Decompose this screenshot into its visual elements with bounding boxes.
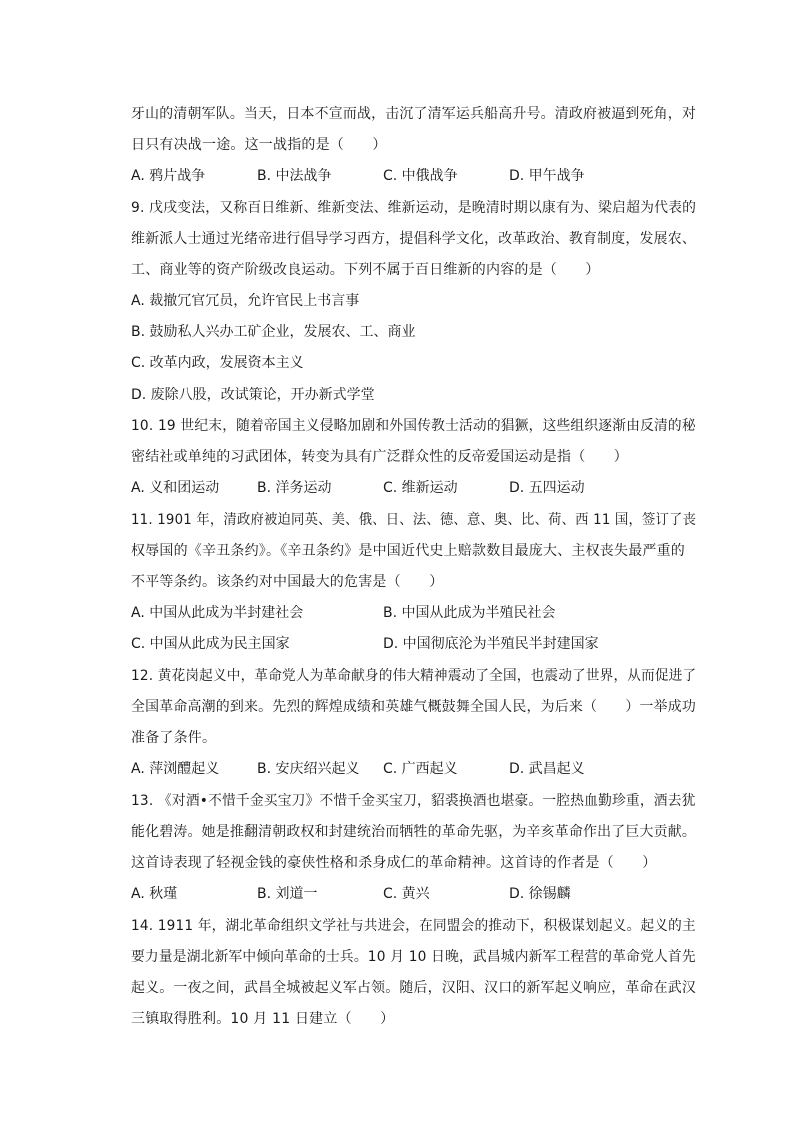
question-9-option-c[interactable]: C. 改革内政，发展资本主义 (131, 355, 304, 371)
question-13-option-d[interactable]: D. 徐锡麟 (509, 886, 571, 902)
question-10-option-c[interactable]: C. 维新运动 (383, 480, 458, 496)
question-12-option-c[interactable]: C. 广西起义 (383, 761, 458, 777)
question-10-option-a[interactable]: A. 义和团运动 (131, 480, 220, 496)
question-10-option-b[interactable]: B. 洋务运动 (257, 480, 332, 496)
question-12-option-a[interactable]: A. 萍浏醴起义 (131, 761, 220, 777)
question-12-text-line-2: 全国革命高潮的到来。先烈的辉煌成绩和英雄气概鼓舞全国人民，为后来（ ）一举成功 (131, 699, 696, 715)
question-14-text-line-4: 三镇取得胜利。10 月 11 日建立（ ） (131, 1011, 395, 1027)
question-11-option-b[interactable]: B. 中国从此成为半殖民社会 (383, 605, 556, 621)
question-8-option-b[interactable]: B. 中法战争 (257, 168, 332, 184)
question-10-text-line-1: 10. 19 世纪末，随着帝国主义侵略加剧和外国传教士活动的猖獗，这些组织逐渐由反清的秘 (131, 418, 696, 434)
question-9-option-a[interactable]: A. 裁撤冗官冗员，允许官民上书言事 (131, 293, 360, 309)
question-11-text-line-3: 不平等条约。该条约对中国最大的危害是（ ） (131, 574, 444, 590)
question-8-text-line-2: 日只有决战一途。这一战指的是（ ） (131, 137, 387, 153)
question-9-option-d[interactable]: D. 废除八股，改试策论，开办新式学堂 (131, 387, 375, 403)
question-8-option-d[interactable]: D. 甲午战争 (509, 168, 585, 184)
question-13-text-line-2: 能化碧涛。她是推翻清朝政权和封建统治而牺牲的革命先驱，为辛亥革命作出了巨大贡献。 (131, 824, 696, 840)
question-10-text-line-2: 密结社或单纯的习武团体，转变为具有广泛群众性的反帝爱国运动是指（ ） (131, 449, 628, 465)
question-8-text-line-1: 牙山的清朝军队。当天，日本不宣而战，击沉了清军运兵船高升号。清政府被逼到死角，对 (131, 106, 696, 122)
question-11-text-line-2: 权辱国的《辛丑条约》。《辛丑条约》是中国近代史上赔款数目最庞大、主权丧失最严重的 (131, 543, 685, 559)
question-11-text-line-1: 11. 1901 年，清政府被迫同英、美、俄、日、法、德、意、奥、比、荷、西 11 国，签订了丧 (131, 512, 697, 528)
question-13-option-a[interactable]: A. 秋瑾 (131, 886, 178, 902)
question-12-text-line-1: 12. 黄花岗起义中，革命党人为革命献身的伟大精神震动了全国，也震动了世界，从而促进了 (131, 668, 697, 684)
question-11-option-c[interactable]: C. 中国从此成为民主国家 (131, 636, 290, 652)
question-13-text-line-3: 这首诗表现了轻视金钱的豪侠性格和杀身成仁的革命精神。这首诗的作者是（ ） (131, 855, 657, 871)
question-14-text-line-3: 起义。一夜之间，武昌全城被起义军占领。随后，汉阳、汉口的新军起义响应，革命在武汉 (131, 980, 696, 996)
question-13-text-line-1: 13. 《对酒•不惜千金买宝刀》不惜千金买宝刀，貂裘换酒也堪豪。一腔热血勤珍重，酒去犹 (131, 793, 696, 809)
question-10-option-d[interactable]: D. 五四运动 (509, 480, 585, 496)
question-8-option-c[interactable]: C. 中俄战争 (383, 168, 458, 184)
question-9-text-line-2: 维新派人士通过光绪帝进行倡导学习西方，提倡科学文化，改革政治、教育制度，发展农、 (131, 231, 696, 247)
question-13-option-c[interactable]: C. 黄兴 (383, 886, 430, 902)
question-14-text-line-1: 14. 1911 年，湖北革命组织文学社与共进会，在同盟会的推动下，积极谋划起义。起义的主 (131, 918, 696, 934)
question-11-option-a[interactable]: A. 中国从此成为半封建社会 (131, 605, 304, 621)
question-9-text-line-3: 工、商业等的资产阶级改良运动。下列不属于百日维新的内容的是（ ） (131, 262, 600, 278)
question-12-option-d[interactable]: D. 武昌起义 (509, 761, 585, 777)
question-9-text-line-1: 9. 戊戌变法，又称百日维新、维新变法、维新运动，是晚清时期以康有为、梁启超为代表的 (131, 200, 697, 216)
question-12-text-line-3: 准备了条件。 (131, 730, 217, 746)
question-11-option-d[interactable]: D. 中国彻底沦为半殖民半封建国家 (383, 636, 599, 652)
question-8-option-a[interactable]: A. 鸦片战争 (131, 168, 206, 184)
question-13-option-b[interactable]: B. 刘道一 (257, 886, 318, 902)
question-9-option-b[interactable]: B. 鼓励私人兴办工矿企业，发展农、工、商业 (131, 324, 416, 340)
question-14-text-line-2: 要力量是湖北新军中倾向革命的士兵。10 月 10 日晚，武昌城内新军工程营的革命党人首先 (131, 949, 696, 965)
question-12-option-b[interactable]: B. 安庆绍兴起义 (257, 761, 360, 777)
